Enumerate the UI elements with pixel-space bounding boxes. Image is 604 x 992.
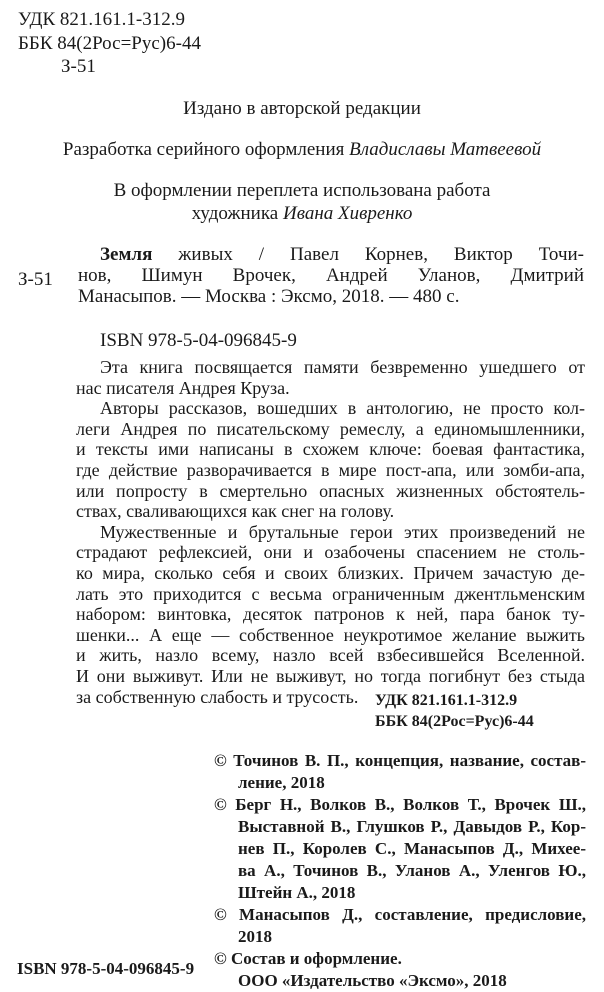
catalog-author-mark: З-51	[18, 269, 53, 290]
book-title: Земля	[100, 244, 153, 265]
annotation-line: Эта книга посвящается памяти безвременно ушедшего от	[100, 357, 585, 377]
cover-art-line-1: В оформлении переплета использована работа	[113, 180, 491, 201]
copyright-line: нев П., Королев С., Манасыпов Д., Михее-	[238, 839, 586, 858]
series-design-prefix: Разработка серийного оформления	[62, 139, 350, 160]
copyright-line: Штейн А., 2018	[238, 883, 356, 902]
copyright-block	[214, 750, 586, 992]
annotation-line: ствах, сваливающихся как снег на голову.	[76, 501, 395, 522]
annotation-line: Мужественные и брутальные герои этих произведений не	[100, 521, 585, 542]
annotation-line: набором: винтовка, десяток патронов к ней, пара банок ту-	[76, 604, 585, 625]
copyright-line: © Состав и оформление.	[214, 949, 402, 968]
copyright-line: Выставной В., Глушков Р., Давыдов Р., Кор-	[238, 817, 586, 836]
copyright-line: © Берг Н., Волков В., Волков Т., Врочек Ш.,	[214, 795, 586, 814]
cover-art-prefix: художника	[191, 203, 283, 224]
annotation-line: шенки... А еще — собственное неукротимое желание выжить	[76, 624, 585, 645]
cover-artist-name: Ивана Хивренко	[282, 203, 413, 224]
cover-art-credit	[0, 203, 604, 224]
annotation-line: Авторы рассказов, вошедших в антологию, не просто кол-	[100, 398, 585, 419]
catalog-line-3: Манасыпов. — Москва : Эксмо, 2018. — 480 с.	[78, 286, 460, 307]
annotation-line: за собственную слабость и трусость.	[76, 686, 359, 707]
annotation-line: и жить, назло всему, назло всей взбесившейся Вселенной.	[76, 645, 585, 666]
catalog-line-2: нов, Шимун Врочек, Андрей Уланов, Дмитрий	[78, 265, 584, 286]
copyright-line: ление, 2018	[238, 773, 325, 792]
copyright-line: 2018	[238, 927, 272, 946]
copyright-line: ООО «Издательство «Эксмо», 2018	[238, 971, 507, 990]
catalog-isbn: ISBN 978-5-04-096845-9	[100, 330, 297, 351]
udk-code-bottom: УДК 821.161.1-312.9	[375, 692, 518, 709]
annotation-line: страдают рефлексией, они и озабочены спасением не столь-	[76, 542, 585, 563]
copyright-line: ва А., Точинов В., Уланов А., Уленгов Ю.,	[238, 861, 586, 880]
copyright-line: © Точинов В. П., концепция, название, состав-	[214, 751, 586, 770]
series-design-credit	[0, 139, 604, 160]
catalog-line-1	[78, 244, 584, 265]
annotation	[76, 357, 585, 707]
series-designer-name: Владиславы Матвеевой	[349, 139, 542, 160]
author-mark-top: З-51	[61, 56, 96, 77]
bbk-code-bottom: ББК 84(2Рос=Рус)6-44	[375, 713, 534, 730]
annotation-line: или попросту в смертельно опасных жизненных обстоятель-	[76, 480, 585, 501]
annotation-line: где действие разворачивается в мире пост-апа, или зомби-апа,	[76, 459, 585, 480]
bbk-code-top: ББК 84(2Рос=Рус)6-44	[18, 33, 201, 54]
catalog-line-1-rest: живых / Павел Корнев, Виктор Точи-	[152, 244, 584, 265]
annotation-line: ко мира, сколько себя и своих близких. Причем зачастую де-	[76, 562, 585, 583]
annotation-line: лать это приходится с весьма ограниченным джентльменским	[76, 583, 585, 604]
copyright-line: © Манасыпов Д., составление, предисловие,	[214, 905, 586, 924]
annotation-line: леги Андрея по писательскому ремеслу, а единомышленники,	[76, 418, 585, 439]
isbn-bottom: ISBN 978-5-04-096845-9	[17, 959, 195, 978]
annotation-line: нас писателя Андрея Круза.	[76, 377, 290, 398]
annotation-line: И они выживут. Или не выживут, но тогда погибнут без стыда	[76, 665, 585, 686]
catalog-entry	[78, 244, 584, 307]
edition-note: Издано в авторской редакции	[183, 98, 421, 119]
annotation-line: и тексты ими написаны в схожем ключе: боевая фантастика,	[76, 439, 585, 460]
udk-code-top: УДК 821.161.1-312.9	[18, 9, 185, 30]
